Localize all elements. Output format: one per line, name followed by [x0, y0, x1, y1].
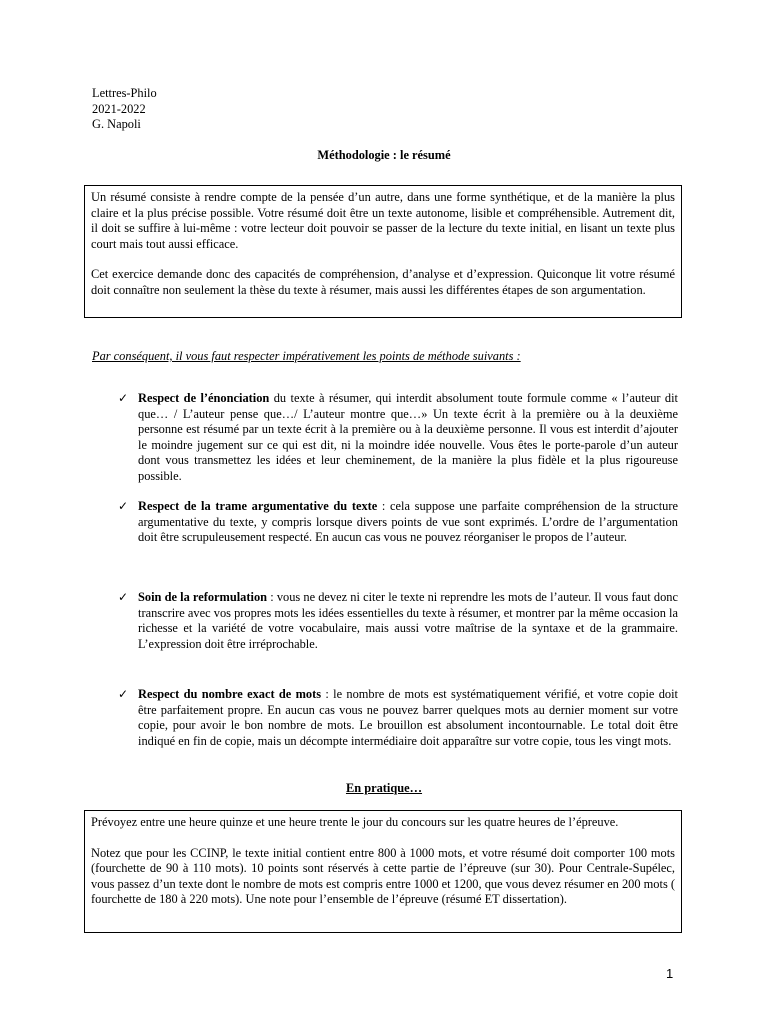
- page-number: 1: [666, 966, 674, 981]
- intro-paragraph-2: Cet exercice demande donc des capacités de compréhension, d’analyse et d’expression. Quiconque lit votre résumé doit connaître non seulement la thèse du texte à résumer, mais aussi les différentes étapes de son argumentation.: [91, 267, 675, 297]
- intro-paragraph-1: Un résumé consiste à rendre compte de la pensée d’un autre, dans une forme synthétique, et de la manière la plus claire et la plus précise possible. Votre résumé doit être un texte autonome, lisible et compréhensible. Autrement dit, il doit se suffire à lui-même : votre lecteur doit pouvoir se passer de la lecture du texte initial, en lisant un texte plus court mais tout aussi efficace.: [91, 190, 675, 251]
- checkmark-icon: ✓: [118, 590, 129, 604]
- rule-text: : le nombre de mots est systématiquement vérifié, et votre copie doit être parfaitement propre. En aucun cas vous ne pouvez barrer quelques mots au dernier moment sur votre copie, pour avoir le bon nombre de mots. Le brouillon est absolument incontournable. Le total doit être indiqué en fin de copie, mais un décompte intermédiaire doit apparaître sur votre copie, tous les vingt mots.: [138, 687, 678, 748]
- intro-box: [84, 185, 682, 318]
- header-author: G. Napoli: [92, 117, 141, 131]
- practice-paragraph-2: Notez que pour les CCINP, le texte initial contient entre 800 à 1000 mots, et votre résumé doit comporter 100 mots (fourchette de 90 à 110 mots). 10 points sont réservés à cette partie de l’épreuve (sur 30). Pour Centrale-Supélec, vous passez d’un texte dont le nombre de mots est compris entre 1000 et 1200, que vous devez résumer en 200 mots ( fourchette de 180 à 220 mots). Une note pour l’ensemble de l’épreuve (résumé ET dissertation).: [91, 845, 675, 906]
- header-year: 2021-2022: [92, 101, 146, 116]
- rule-body: [138, 590, 678, 652]
- consequence-heading: Par conséquent, il vous faut respecter impérativement les points de méthode suivants :: [92, 349, 521, 363]
- checkmark-icon: ✓: [118, 687, 129, 701]
- page-title: Méthodologie : le résumé: [317, 148, 451, 162]
- rule-body: [138, 391, 678, 484]
- checkmark-icon: ✓: [118, 499, 129, 513]
- checkmark-icon: ✓: [118, 391, 129, 405]
- rule-body: [138, 499, 678, 546]
- practice-heading: En pratique…: [345, 781, 423, 795]
- rule-text: : cela suppose une parfaite compréhension de la structure argumentative du texte, y compris lorsque divers points de vue sont exprimés. L’ordre de l’argumentation doit être scrupuleusement respecté. En aucun cas vous ne pouvez réorganiser le propos de l’auteur.: [138, 499, 678, 544]
- rule-body: [138, 687, 678, 749]
- practice-paragraph-1: Prévoyez entre une heure quinze et une heure trente le jour du concours sur les quatre heures de l’épreuve.: [91, 815, 619, 829]
- practice-box: [84, 810, 682, 933]
- document-header: [92, 86, 157, 133]
- rule-title: Respect de la trame argumentative du texte: [138, 499, 378, 513]
- rule-title: Respect de l’énonciation: [138, 391, 270, 405]
- rule-text: du texte à résumer, qui interdit absolument toute formule comme « l’auteur dit que… / L’auteur pense que…/ L’auteur montre que…» Un texte écrit à la première ou à la deuxième personne est résumé par un texte écrit à la première ou à la deuxième personne. Il vous est interdit d’ajouter le moindre jugement sur ce qui est dit, ni la moindre idée nouvelle. Vous êtes le porte-parole d’un auteur dont vous transmettez les idées et leur cheminement, de la manière la plus fidèle et la plus rigoureuse possible.: [138, 391, 678, 483]
- rule-title: Soin de la reformulation: [138, 590, 268, 604]
- rule-title: Respect du nombre exact de mots: [138, 687, 322, 701]
- header-course: Lettres-Philo: [92, 86, 157, 100]
- rule-text: : vous ne devez ni citer le texte ni reprendre les mots de l’auteur. Il vous faut donc transcrire avec vos propres mots les idées essentielles du texte à résumer, et montrer par la même occasion la richesse et la variété de votre vocabulaire, mais aussi votre maîtrise de la syntaxe et de la grammaire. L’expression doit être irréprochable.: [138, 590, 678, 651]
